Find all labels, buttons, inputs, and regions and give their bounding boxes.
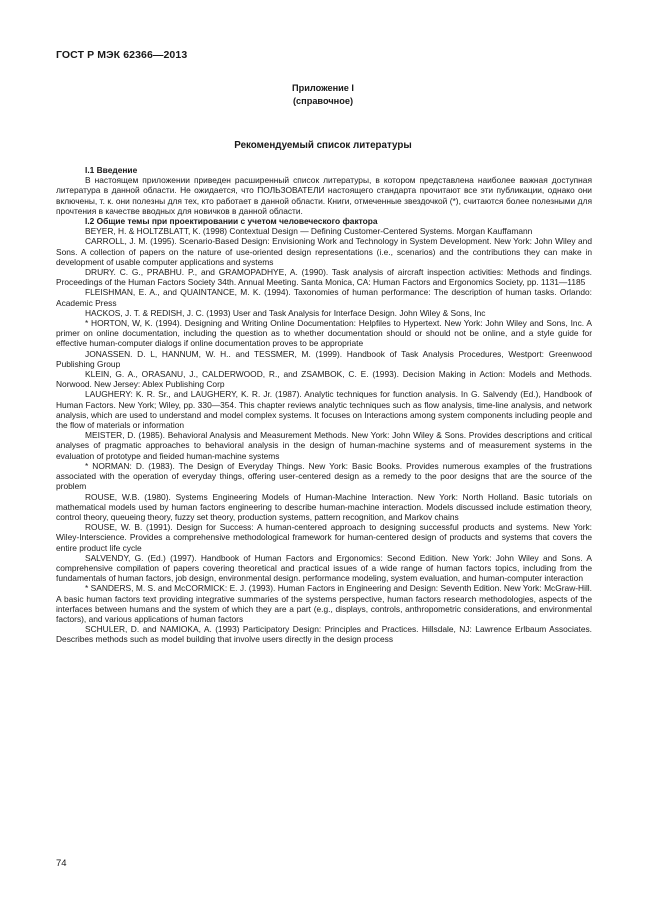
reference-entry: SCHULER, D. and NAMIOKA, A. (1993) Participatory Design: Principles and Practices. Hillsdale, NJ: Lawrence Erlbaum Associates. Describes methods such as model building that involve users directly in the design process [56, 624, 592, 645]
reference-entry: KLEIN, G. A., ORASANU, J., CALDERWOOD, R., and ZSAMBOK, C. E. (1993). Decision Making in Action: Models and Methods. Norwood. New Jersey: Ablex Publishing Corp [56, 369, 592, 390]
appendix-label [0, 82, 646, 108]
section-heading: I.2 Общие темы при проектировании с учетом человеческого фактора [85, 216, 378, 227]
reference-entry: SALVENDY, G. (Ed.) (1997). Handbook of Human Factors and Ergonomics: Second Edition. New York: John Wiley and Sons. A comprehensive compilation of papers covering theoretical and practical issues of a wide range of human factors topics, including from the fundamentals of human factors, job design, environmental design. performance modeling, system evaluation, and human-computer interaction [56, 552, 592, 584]
page-number: 74 [56, 858, 67, 869]
document-body [56, 165, 592, 645]
reference-entry: BEYER, H. & HOLTZBLATT, K. (1998) Contextual Design — Defining Customer-Centered Systems. Morgan Kauffamann [85, 226, 533, 237]
reference-entry: CARROLL, J. M. (1995). Scenario-Based Design: Envisioning Work and Technology in System Development. New York: John Wiley and Sons. A collection of papers on the nature of use-oriented design representations (i.e., scenarios) and the contributions they can make in development of usable computer applications and systems [56, 236, 592, 267]
reference-entry: JONASSEN. D. L, HANNUM, W. H.. and TESSMER, M. (1999). Handbook of Task Analysis Procedures, Westport: Greenwood Publishing Group [56, 348, 592, 369]
intro-paragraph: В настоящем приложении приведен расширенный список литературы, в котором представлена наиболее важная доступная литература в данной области. Не ожидается, что ПОЛЬЗОВАТЕЛИ настоящего стандарта прочитают все эти публикации, однако они включены, т. к. они полезны для тех, кто работает в данной области. Книги, отмеченные звездочкой (*), считаются более полезными для прочтения в качестве вводных для новичков в данной области. [56, 175, 592, 216]
reference-entry: ROUSE, W.B. (1980). Systems Engineering Models of Human-Machine Interaction. New York: North Holland. Basic tutorials on mathematical models used by human factors engineering to describe human-machine interaction. Models discussed include estimation theory, control theory, queueing theory, fuzzy set theory, production systems, pattern recognition, and Markov chains [56, 491, 592, 522]
reference-entry: LAUGHERY: K. R. Sr., and LAUGHERY, K. R. Jr. (1987). Analytic techniques for function analysis. In G. Salvendy (Ed.), Handbook of Human Factors. New York; Wiley, pp. 330—354. This chapter reviews analytic techniques such as flow analysis, time-line analysis, and network analysis, which are used to understand and model complex systems. It focuses on Interactions among system components including people and the flow of materials or information [56, 389, 592, 431]
appendix-title: Приложение I [292, 83, 354, 93]
reference-entry: DRURY. C. G., PRABHU. P., and GRAMOPADHYE, A. (1990). Task analysis of aircraft inspection activities: Methods and findings. Proceedings of the Human Factors Society 34th. Annual Meeting. Santa Monica, CA: Human Factors and Ergonomics Society, pp. 1131—1185 [56, 267, 592, 288]
reference-entry: * HORTON, W, K. (1994). Designing and Writing Online Documentation: Helpfiles to Hypertext. New York: John Wiley and Sons, Inc. A primer on online documentation, including the question as to whether documentation should or should not be online, and a style guide for effective human-computer dialogs if online documentation proves to be appropriate [56, 318, 592, 349]
section-heading: I.1 Введение [85, 165, 138, 175]
reference-entry: HACKOS, J. T. & REDISH, J. C. (1993) User and Task Analysis for Interface Design. John Wiley & Sons, Inc [85, 307, 486, 318]
reference-entry: FLEISHMAN, E. A., and QUAINTANCE, M. K. (1994). Taxonomies of human performance: The description of human tasks. Orlando: Academic Press [56, 287, 592, 308]
reference-entry: MEISTER, D. (1985). Behavioral Analysis and Measurement Methods. New York: John Wiley & Sons. Provides descriptions and critical analyses of pragmatic approaches to behavioral analysis in the design of human-machine systems and of measurement systems in the evaluation of prototype and fieided human-machine systems [56, 430, 592, 461]
reference-entry: ROUSE, W. B. (1991). Design for Success: A human-centered approach to designing successful products and systems. New York: Wiley-Interscience. Provides a comprehensive methodological framework for human-centered design of products and systems that covers the entire product life cycle [56, 522, 592, 553]
standard-code-header: ГОСТ Р МЭК 62366—2013 [56, 49, 188, 61]
appendix-type: (справочное) [292, 96, 353, 106]
page-title: Рекомендуемый список литературы [234, 140, 412, 151]
reference-entry: * SANDERS, M. S. and McCORMICK: E. J. (1993). Human Factors in Engineering and Design: Seventh Edition. New York: McGraw-Hill. A basic human factors text providing integrative summaries of the systems perspective, human factors research methodologies, aspects of the interfaces between humans and the system of which they are a part (e.g., displays, controls, anthropometric considerations, and environmental factors), and various applications of human factors [56, 583, 592, 624]
reference-entry: * NORMAN: D. (1983). The Design of Everyday Things. New York: Basic Books. Provides numerous examples of the frustrations associated with the operation of everyday things, offering user-centered design as a remedy to the poor designs that are the source of the problem [56, 460, 592, 492]
